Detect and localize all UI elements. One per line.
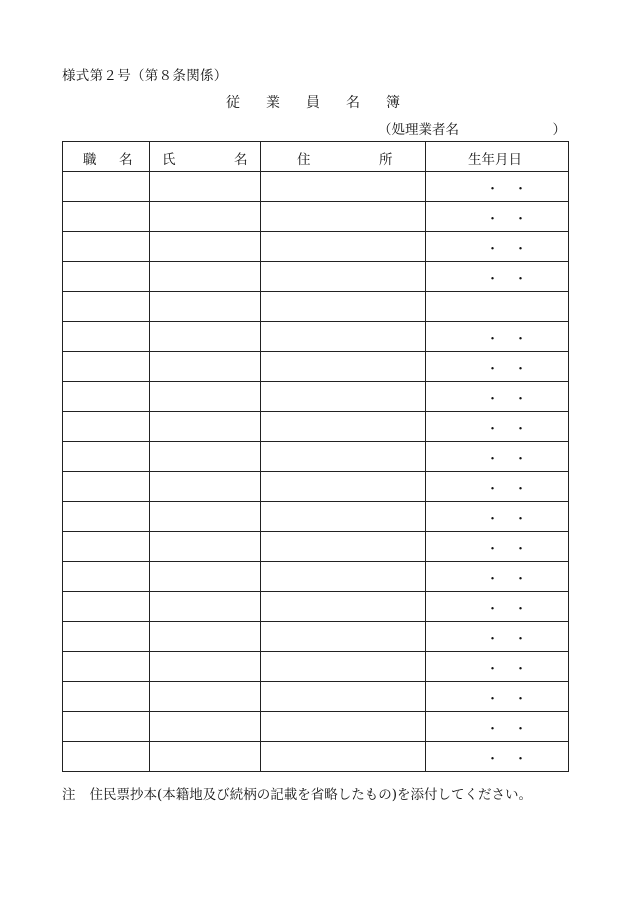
cell-name[interactable] xyxy=(150,292,261,322)
cell-name[interactable] xyxy=(150,322,261,352)
date-separator-dot: ・ xyxy=(486,452,500,467)
title-char: 簿 xyxy=(386,95,400,111)
employee-roster-table xyxy=(62,141,569,772)
cell-address[interactable] xyxy=(261,172,426,202)
date-separator-dot: ・ xyxy=(514,332,528,347)
cell-birthdate[interactable] xyxy=(426,202,569,232)
date-separator-dot: ・ xyxy=(486,362,500,377)
date-separator-dot: ・ xyxy=(514,662,528,677)
table-row xyxy=(63,382,569,412)
date-separator-dot: ・ xyxy=(486,752,500,767)
table-row xyxy=(63,172,569,202)
table-row xyxy=(63,202,569,232)
cell-birthdate[interactable] xyxy=(426,742,569,772)
cell-birthdate[interactable] xyxy=(426,532,569,562)
cell-post[interactable] xyxy=(63,502,150,532)
cell-name[interactable] xyxy=(150,502,261,532)
operator-name-label: （処理業者名 xyxy=(378,122,459,138)
title-char: 員 xyxy=(306,95,320,111)
table-row xyxy=(63,652,569,682)
date-separator-dot: ・ xyxy=(486,272,500,287)
table-row xyxy=(63,562,569,592)
cell-address[interactable] xyxy=(261,322,426,352)
cell-birthdate[interactable] xyxy=(426,562,569,592)
footnote-mark: 注 xyxy=(62,787,76,803)
cell-address[interactable] xyxy=(261,382,426,412)
cell-post[interactable] xyxy=(63,322,150,352)
cell-post[interactable] xyxy=(63,622,150,652)
cell-address[interactable] xyxy=(261,712,426,742)
cell-post[interactable] xyxy=(63,562,150,592)
table-row xyxy=(63,322,569,352)
table-row xyxy=(63,292,569,322)
cell-address[interactable] xyxy=(261,472,426,502)
date-separator-dot: ・ xyxy=(514,632,528,647)
cell-birthdate[interactable] xyxy=(426,412,569,442)
date-separator-dot: ・ xyxy=(514,722,528,737)
cell-address[interactable] xyxy=(261,592,426,622)
header-char: 住 xyxy=(297,152,311,168)
cell-name[interactable] xyxy=(150,172,261,202)
cell-address[interactable] xyxy=(261,502,426,532)
cell-name[interactable] xyxy=(150,742,261,772)
date-separator-dot: ・ xyxy=(486,722,500,737)
cell-post[interactable] xyxy=(63,742,150,772)
date-separator-dot: ・ xyxy=(514,242,528,257)
cell-post[interactable] xyxy=(63,682,150,712)
cell-address[interactable] xyxy=(261,682,426,712)
cell-name[interactable] xyxy=(150,442,261,472)
column-header-post xyxy=(63,142,150,172)
cell-address[interactable] xyxy=(261,652,426,682)
date-separator-dot: ・ xyxy=(514,212,528,227)
date-separator-dot: ・ xyxy=(514,392,528,407)
footnote xyxy=(62,783,532,803)
cell-post[interactable] xyxy=(63,172,150,202)
date-separator-dot: ・ xyxy=(486,572,500,587)
cell-name[interactable] xyxy=(150,712,261,742)
table-row xyxy=(63,472,569,502)
cell-name[interactable] xyxy=(150,382,261,412)
date-separator-dot: ・ xyxy=(514,362,528,377)
operator-name-line xyxy=(378,118,570,138)
cell-name[interactable] xyxy=(150,472,261,502)
cell-birthdate[interactable] xyxy=(426,292,569,322)
cell-post[interactable] xyxy=(63,412,150,442)
cell-birthdate[interactable] xyxy=(426,172,569,202)
table-row xyxy=(63,592,569,622)
date-separator-dot: ・ xyxy=(486,662,500,677)
cell-post[interactable] xyxy=(63,472,150,502)
cell-address[interactable] xyxy=(261,292,426,322)
date-separator-dot: ・ xyxy=(486,242,500,257)
table-row xyxy=(63,262,569,292)
cell-post[interactable] xyxy=(63,292,150,322)
cell-birthdate[interactable] xyxy=(426,712,569,742)
cell-address[interactable] xyxy=(261,532,426,562)
cell-post[interactable] xyxy=(63,442,150,472)
cell-birthdate[interactable] xyxy=(426,352,569,382)
cell-post[interactable] xyxy=(63,202,150,232)
document-title xyxy=(226,92,400,112)
table-header-row xyxy=(63,142,569,172)
date-separator-dot: ・ xyxy=(514,272,528,287)
cell-birthdate[interactable] xyxy=(426,382,569,412)
title-char: 名 xyxy=(346,95,360,111)
form-number: 様式第２号（第８条関係） xyxy=(62,68,228,84)
cell-birthdate[interactable] xyxy=(426,682,569,712)
cell-post[interactable] xyxy=(63,592,150,622)
date-separator-dot: ・ xyxy=(486,482,500,497)
cell-birthdate[interactable] xyxy=(426,262,569,292)
table-row xyxy=(63,442,569,472)
cell-birthdate[interactable] xyxy=(426,472,569,502)
cell-address[interactable] xyxy=(261,622,426,652)
cell-post[interactable] xyxy=(63,652,150,682)
table-row xyxy=(63,532,569,562)
header-char: 名 xyxy=(234,152,248,168)
table-row xyxy=(63,232,569,262)
table-row xyxy=(63,502,569,532)
date-separator-dot: ・ xyxy=(486,602,500,617)
footnote-text: 住民票抄本(本籍地及び続柄の記載を省略したもの)を添付してください。 xyxy=(89,787,533,803)
cell-address[interactable] xyxy=(261,352,426,382)
date-separator-dot: ・ xyxy=(486,332,500,347)
date-separator-dot: ・ xyxy=(486,692,500,707)
date-separator-dot: ・ xyxy=(514,602,528,617)
date-separator-dot: ・ xyxy=(486,632,500,647)
date-separator-dot: ・ xyxy=(514,422,528,437)
date-separator-dot: ・ xyxy=(486,542,500,557)
cell-name[interactable] xyxy=(150,562,261,592)
cell-address[interactable] xyxy=(261,562,426,592)
table-row xyxy=(63,712,569,742)
cell-name[interactable] xyxy=(150,532,261,562)
cell-birthdate[interactable] xyxy=(426,622,569,652)
cell-post[interactable] xyxy=(63,712,150,742)
cell-post[interactable] xyxy=(63,352,150,382)
title-char: 従 xyxy=(226,95,240,111)
date-separator-dot: ・ xyxy=(486,392,500,407)
cell-address[interactable] xyxy=(261,742,426,772)
cell-birthdate[interactable] xyxy=(426,322,569,352)
cell-name[interactable] xyxy=(150,622,261,652)
cell-post[interactable] xyxy=(63,382,150,412)
cell-address[interactable] xyxy=(261,202,426,232)
cell-post[interactable] xyxy=(63,262,150,292)
table-row xyxy=(63,622,569,652)
date-separator-dot: ・ xyxy=(514,452,528,467)
column-header-birthdate xyxy=(426,142,569,172)
cell-address[interactable] xyxy=(261,442,426,472)
date-separator-dot: ・ xyxy=(486,422,500,437)
date-separator-dot: ・ xyxy=(514,692,528,707)
table-row xyxy=(63,742,569,772)
cell-post[interactable] xyxy=(63,232,150,262)
date-separator-dot: ・ xyxy=(486,182,500,197)
cell-birthdate[interactable] xyxy=(426,442,569,472)
date-separator-dot: ・ xyxy=(486,512,500,527)
header-char: 名 xyxy=(119,152,133,168)
table-row xyxy=(63,352,569,382)
header-char: 氏 xyxy=(162,152,176,168)
date-separator-dot: ・ xyxy=(514,512,528,527)
operator-name-close: ） xyxy=(552,122,566,138)
header-char: 職 xyxy=(83,152,97,168)
cell-name[interactable] xyxy=(150,682,261,712)
cell-birthdate[interactable] xyxy=(426,652,569,682)
cell-name[interactable] xyxy=(150,202,261,232)
date-separator-dot: ・ xyxy=(514,572,528,587)
cell-name[interactable] xyxy=(150,262,261,292)
cell-birthdate[interactable] xyxy=(426,502,569,532)
cell-name[interactable] xyxy=(150,592,261,622)
cell-birthdate[interactable] xyxy=(426,232,569,262)
cell-name[interactable] xyxy=(150,412,261,442)
cell-address[interactable] xyxy=(261,262,426,292)
cell-address[interactable] xyxy=(261,232,426,262)
date-separator-dot: ・ xyxy=(486,212,500,227)
cell-name[interactable] xyxy=(150,232,261,262)
table-row xyxy=(63,682,569,712)
date-separator-dot: ・ xyxy=(514,542,528,557)
cell-post[interactable] xyxy=(63,532,150,562)
date-separator-dot: ・ xyxy=(514,752,528,767)
cell-name[interactable] xyxy=(150,652,261,682)
header-char: 所 xyxy=(379,152,393,168)
cell-address[interactable] xyxy=(261,412,426,442)
cell-birthdate[interactable] xyxy=(426,592,569,622)
title-char: 業 xyxy=(266,95,280,111)
date-separator-dot: ・ xyxy=(514,182,528,197)
table-row xyxy=(63,412,569,442)
date-separator-dot: ・ xyxy=(514,482,528,497)
column-header-name xyxy=(150,142,261,172)
header-label: 生年月日 xyxy=(468,152,522,168)
cell-name[interactable] xyxy=(150,352,261,382)
column-header-address xyxy=(261,142,426,172)
